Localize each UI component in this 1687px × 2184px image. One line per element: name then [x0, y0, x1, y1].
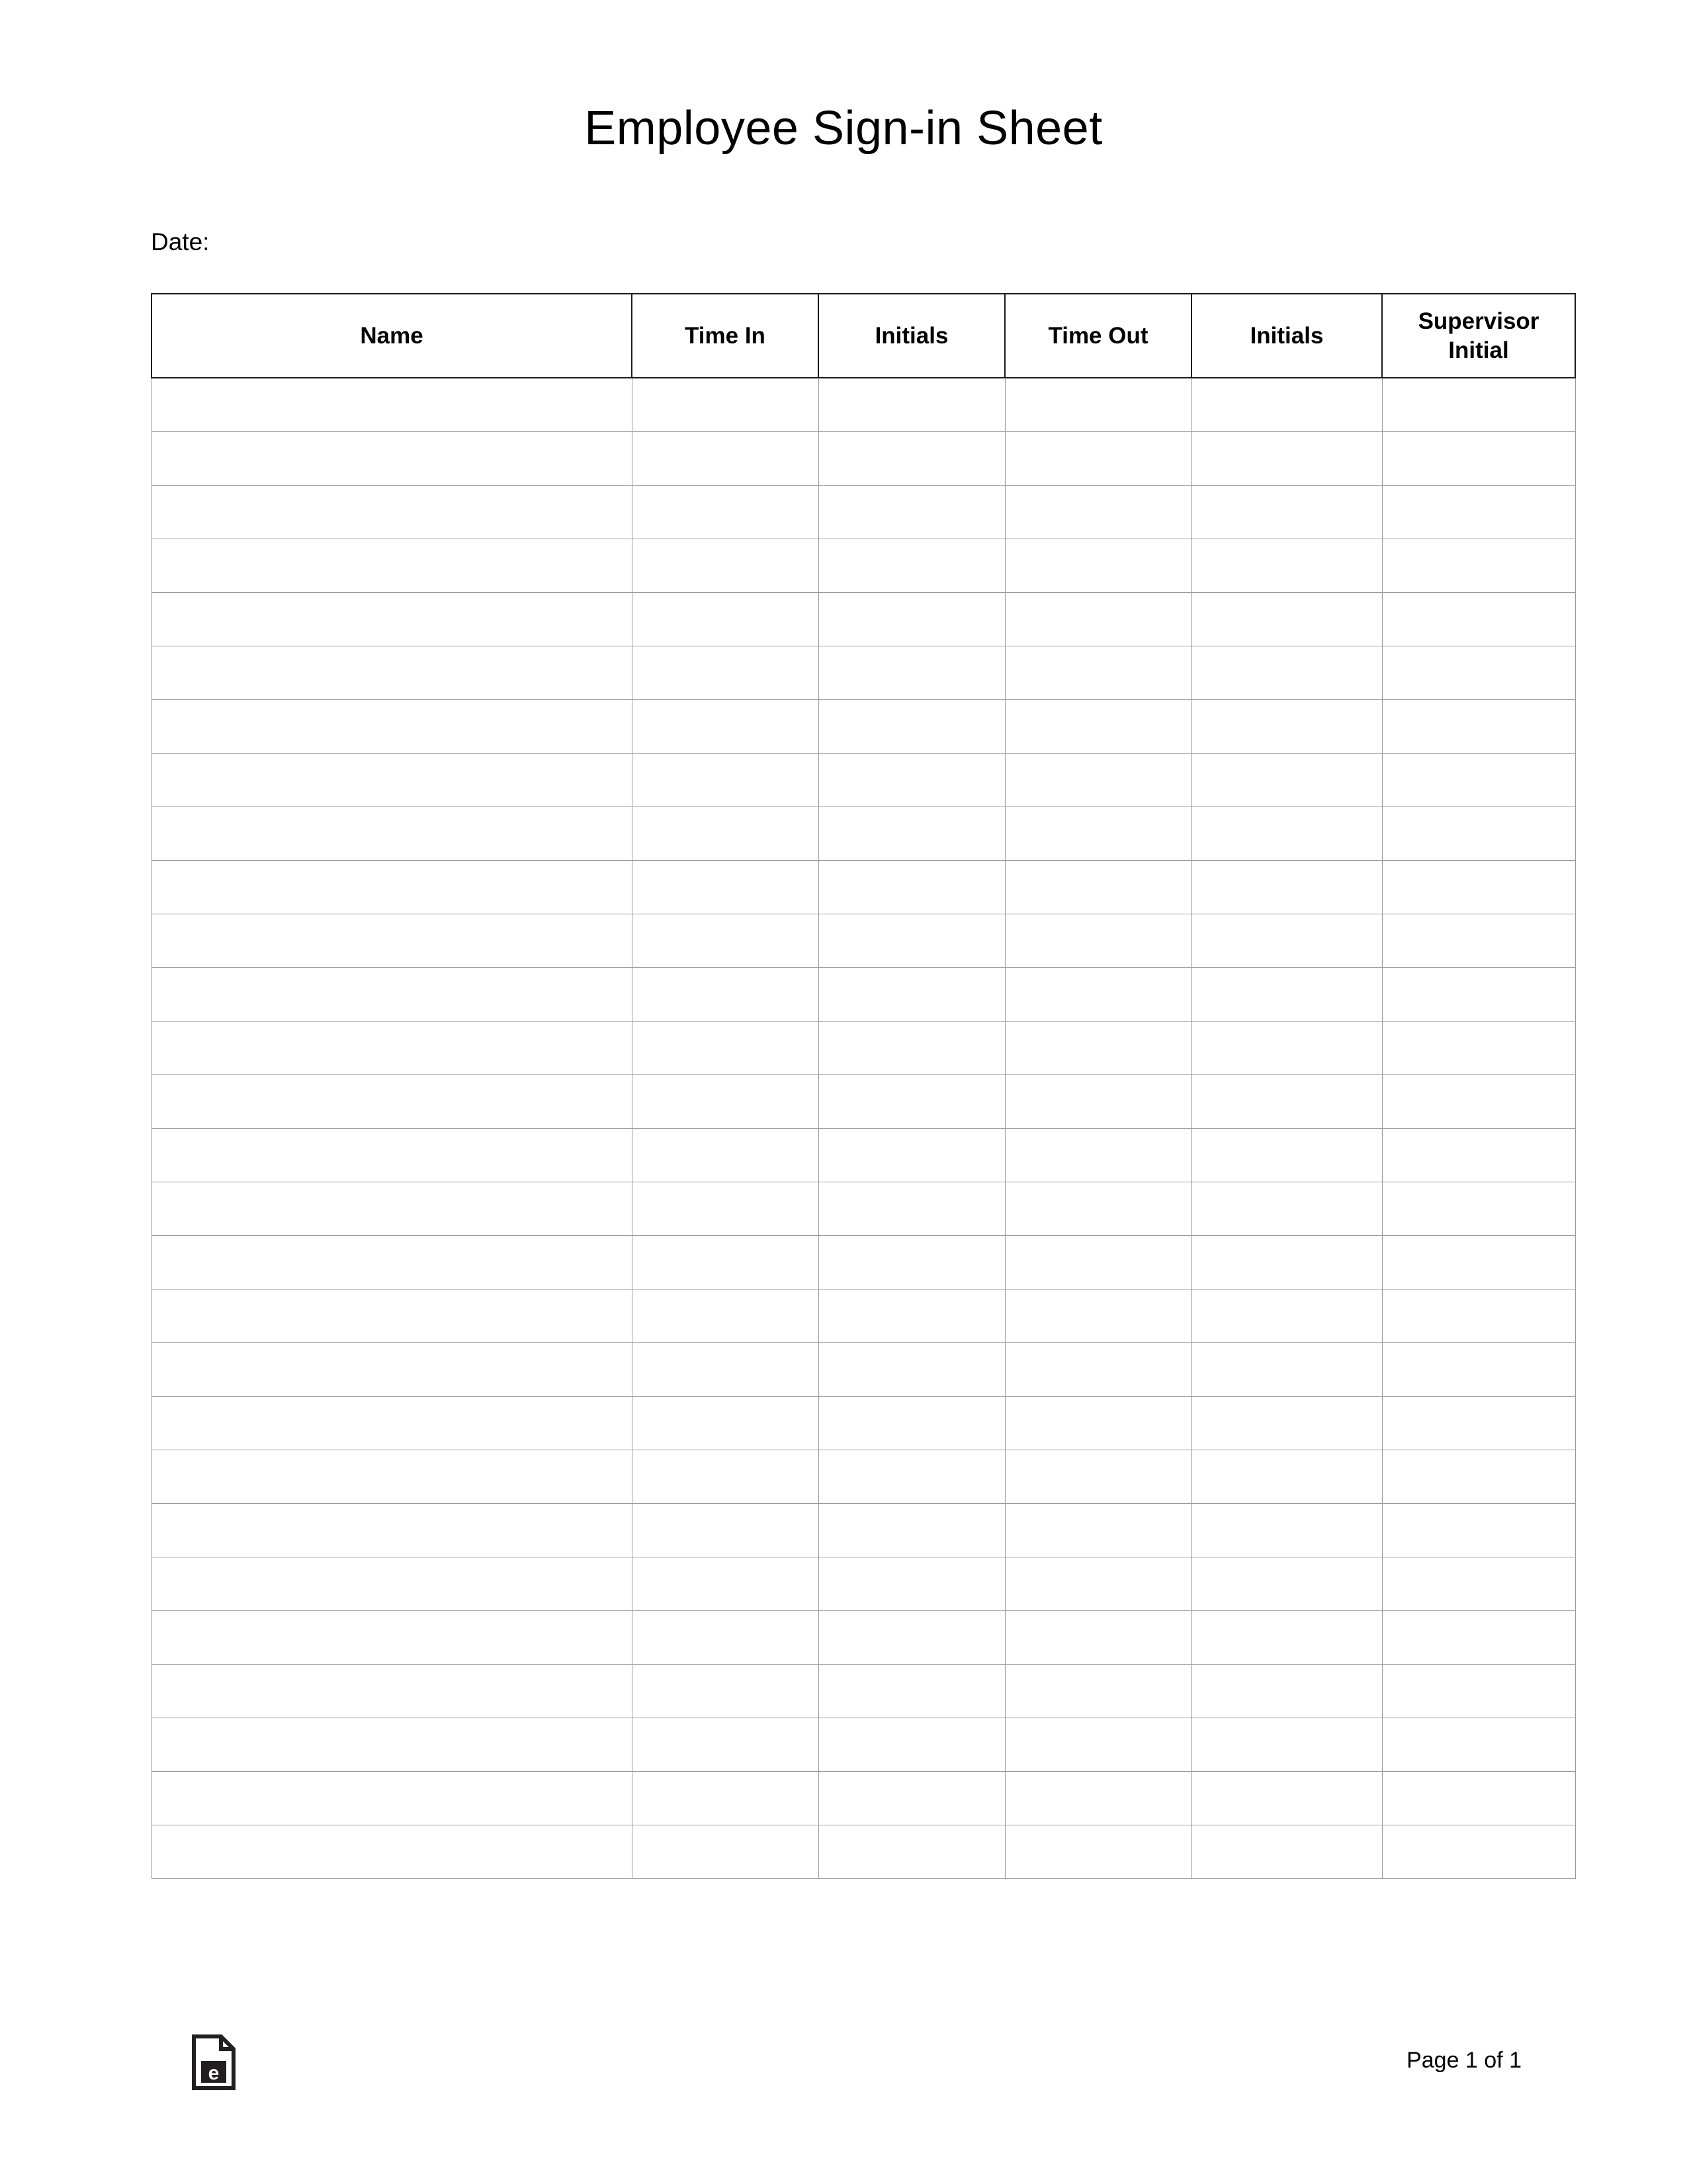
table-cell[interactable]: [151, 1772, 632, 1825]
table-row: [151, 807, 1575, 861]
table-cell[interactable]: [1382, 432, 1575, 486]
table-cell[interactable]: [632, 1718, 818, 1772]
table-cell[interactable]: [1382, 486, 1575, 539]
table-cell[interactable]: [1005, 1450, 1191, 1504]
table-cell[interactable]: [818, 486, 1005, 539]
table-cell[interactable]: [1382, 807, 1575, 861]
table-cell[interactable]: [632, 807, 818, 861]
table-cell[interactable]: [151, 1718, 632, 1772]
table-row: [151, 1825, 1575, 1879]
table-cell[interactable]: [1382, 1557, 1575, 1611]
table-row: [151, 1450, 1575, 1504]
table-cell[interactable]: [1191, 1611, 1382, 1665]
table-cell[interactable]: [1382, 539, 1575, 593]
table-cell[interactable]: [1005, 1665, 1191, 1718]
table-cell[interactable]: [632, 1611, 818, 1665]
table-row: [151, 1289, 1575, 1343]
table-cell[interactable]: [1191, 1129, 1382, 1182]
table-cell[interactable]: [1191, 1772, 1382, 1825]
table-cell[interactable]: [151, 432, 632, 486]
table-cell[interactable]: [818, 1772, 1005, 1825]
table-cell[interactable]: [1382, 1504, 1575, 1557]
table-cell[interactable]: [1382, 1075, 1575, 1129]
table-cell[interactable]: [1382, 1236, 1575, 1289]
table-row: [151, 1022, 1575, 1075]
table-cell[interactable]: [632, 968, 818, 1022]
table-cell[interactable]: [1382, 1772, 1575, 1825]
table-cell[interactable]: [1191, 432, 1382, 486]
table-cell[interactable]: [632, 593, 818, 646]
table-cell[interactable]: [1005, 486, 1191, 539]
table-row: [151, 861, 1575, 914]
table-cell[interactable]: [632, 1772, 818, 1825]
eforms-logo-icon: [192, 2034, 236, 2090]
column-header-initials-out: Initials: [1191, 294, 1382, 378]
table-cell[interactable]: [632, 1129, 818, 1182]
table-cell[interactable]: [818, 700, 1005, 754]
table-cell[interactable]: [1382, 861, 1575, 914]
table-row: [151, 486, 1575, 539]
table-cell[interactable]: [818, 1611, 1005, 1665]
table-cell[interactable]: [1382, 1718, 1575, 1772]
table-cell[interactable]: [151, 1182, 632, 1236]
table-cell[interactable]: [1382, 1182, 1575, 1236]
table-row: [151, 1343, 1575, 1397]
table-cell[interactable]: [818, 914, 1005, 968]
table-cell[interactable]: [818, 1450, 1005, 1504]
table-cell[interactable]: [1005, 593, 1191, 646]
table-cell[interactable]: [632, 700, 818, 754]
table-cell[interactable]: [1005, 861, 1191, 914]
table-cell[interactable]: [632, 754, 818, 807]
table-cell[interactable]: [151, 378, 632, 432]
table-cell[interactable]: [151, 539, 632, 593]
table-cell[interactable]: [1191, 754, 1382, 807]
table-cell[interactable]: [818, 432, 1005, 486]
table-cell[interactable]: [1005, 1236, 1191, 1289]
table-cell[interactable]: [1191, 1718, 1382, 1772]
table-row: [151, 1182, 1575, 1236]
table-cell[interactable]: [632, 1665, 818, 1718]
table-cell[interactable]: [818, 1182, 1005, 1236]
table-cell[interactable]: [1005, 1129, 1191, 1182]
table-cell[interactable]: [818, 1557, 1005, 1611]
table-cell[interactable]: [1382, 378, 1575, 432]
table-cell[interactable]: [1191, 1450, 1382, 1504]
table-cell[interactable]: [1191, 539, 1382, 593]
table-cell[interactable]: [632, 378, 818, 432]
table-cell[interactable]: [1382, 1022, 1575, 1075]
table-cell[interactable]: [151, 1397, 632, 1450]
table-row: [151, 1397, 1575, 1450]
table-cell[interactable]: [151, 1236, 632, 1289]
table-cell[interactable]: [632, 861, 818, 914]
table-cell[interactable]: [1382, 1825, 1575, 1879]
column-header-time-out: Time Out: [1005, 294, 1191, 378]
table-cell[interactable]: [151, 968, 632, 1022]
table-cell[interactable]: [1382, 1611, 1575, 1665]
table-cell[interactable]: [1191, 378, 1382, 432]
table-cell[interactable]: [1382, 754, 1575, 807]
table-cell[interactable]: [1005, 378, 1191, 432]
table-cell[interactable]: [818, 539, 1005, 593]
table-cell[interactable]: [1005, 1772, 1191, 1825]
table-cell[interactable]: [818, 646, 1005, 700]
table-cell[interactable]: [632, 1075, 818, 1129]
table-cell[interactable]: [1191, 968, 1382, 1022]
table-row: [151, 1611, 1575, 1665]
table-cell[interactable]: [151, 1611, 632, 1665]
table-cell[interactable]: [1005, 1718, 1191, 1772]
table-row: [151, 914, 1575, 968]
page-number: Page 1 of 1: [1406, 2048, 1522, 2073]
table-header-row: [151, 294, 1575, 378]
table-cell[interactable]: [1005, 1557, 1191, 1611]
table-cell[interactable]: [1382, 968, 1575, 1022]
table-cell[interactable]: [1382, 593, 1575, 646]
table-cell[interactable]: [1191, 861, 1382, 914]
table-cell[interactable]: [1191, 1665, 1382, 1718]
table-cell[interactable]: [632, 1289, 818, 1343]
table-cell[interactable]: [1382, 1129, 1575, 1182]
table-cell[interactable]: [818, 1397, 1005, 1450]
table-cell[interactable]: [818, 1289, 1005, 1343]
table-cell[interactable]: [818, 378, 1005, 432]
table-cell[interactable]: [1382, 1343, 1575, 1397]
table-cell[interactable]: [1191, 807, 1382, 861]
table-cell[interactable]: [1382, 1397, 1575, 1450]
table-cell[interactable]: [632, 1343, 818, 1397]
sign-in-table: [151, 293, 1576, 1879]
table-cell[interactable]: [151, 1665, 632, 1718]
table-cell[interactable]: [1191, 593, 1382, 646]
table-row: [151, 593, 1575, 646]
table-cell[interactable]: [1005, 1075, 1191, 1129]
table-cell[interactable]: [151, 1825, 632, 1879]
table-cell[interactable]: [1382, 646, 1575, 700]
table-row: [151, 1665, 1575, 1718]
table-cell[interactable]: [632, 1022, 818, 1075]
table-cell[interactable]: [1005, 700, 1191, 754]
table-cell[interactable]: [1005, 1504, 1191, 1557]
table-cell[interactable]: [1382, 914, 1575, 968]
table-cell[interactable]: [818, 754, 1005, 807]
column-header-time-in: Time In: [632, 294, 818, 378]
table-cell[interactable]: [1005, 1022, 1191, 1075]
table-cell[interactable]: [151, 700, 632, 754]
table-cell[interactable]: [818, 1718, 1005, 1772]
table-cell[interactable]: [632, 486, 818, 539]
table-cell[interactable]: [151, 1289, 632, 1343]
table-cell[interactable]: [818, 1343, 1005, 1397]
table-cell[interactable]: [1005, 432, 1191, 486]
table-cell[interactable]: [632, 1182, 818, 1236]
table-cell[interactable]: [151, 593, 632, 646]
table-cell[interactable]: [1382, 700, 1575, 754]
table-row: [151, 539, 1575, 593]
table-cell[interactable]: [1382, 1450, 1575, 1504]
table-cell[interactable]: [818, 1075, 1005, 1129]
column-header-initials-in: Initials: [818, 294, 1005, 378]
table-cell[interactable]: [818, 968, 1005, 1022]
table-cell[interactable]: [1191, 1022, 1382, 1075]
table-row: [151, 1557, 1575, 1611]
table-cell[interactable]: [1191, 1289, 1382, 1343]
column-header-name: Name: [151, 294, 632, 378]
table-cell[interactable]: [632, 1450, 818, 1504]
table-cell[interactable]: [1191, 486, 1382, 539]
table-cell[interactable]: [1005, 754, 1191, 807]
table-row: [151, 378, 1575, 432]
svg-text:e: e: [208, 2062, 220, 2084]
table-cell[interactable]: [151, 1129, 632, 1182]
table-cell[interactable]: [151, 754, 632, 807]
table-cell[interactable]: [1382, 1665, 1575, 1718]
table-cell[interactable]: [151, 1022, 632, 1075]
page-title: Employee Sign-in Sheet: [584, 102, 1103, 155]
table-cell[interactable]: [1191, 1343, 1382, 1397]
table-cell[interactable]: [1005, 1289, 1191, 1343]
table-row: [151, 754, 1575, 807]
table-cell[interactable]: [1005, 1397, 1191, 1450]
table-cell[interactable]: [1005, 968, 1191, 1022]
table-row: [151, 1129, 1575, 1182]
table-cell[interactable]: [151, 1504, 632, 1557]
table-cell[interactable]: [818, 1129, 1005, 1182]
table-cell[interactable]: [818, 807, 1005, 861]
table-cell[interactable]: [818, 1504, 1005, 1557]
table-cell[interactable]: [1191, 1397, 1382, 1450]
table-cell[interactable]: [632, 1397, 818, 1450]
table-cell[interactable]: [151, 1075, 632, 1129]
table-cell[interactable]: [1382, 1289, 1575, 1343]
table-cell[interactable]: [1191, 1557, 1382, 1611]
table-cell[interactable]: [151, 1557, 632, 1611]
table-row: [151, 1504, 1575, 1557]
table-cell[interactable]: [1005, 539, 1191, 593]
table-cell[interactable]: [1005, 1343, 1191, 1397]
table-cell[interactable]: [632, 1504, 818, 1557]
table-row: [151, 1718, 1575, 1772]
table-cell[interactable]: [632, 914, 818, 968]
table-body: [151, 378, 1575, 1879]
table-row: [151, 968, 1575, 1022]
table-cell[interactable]: [151, 646, 632, 700]
column-header-supervisor-initial: Supervisor Initial: [1382, 294, 1575, 378]
table-cell[interactable]: [1191, 1504, 1382, 1557]
table-row: [151, 432, 1575, 486]
table-cell[interactable]: [632, 539, 818, 593]
table-cell[interactable]: [1005, 1825, 1191, 1879]
table-cell[interactable]: [151, 1450, 632, 1504]
table-cell[interactable]: [1005, 1611, 1191, 1665]
table-cell[interactable]: [632, 646, 818, 700]
table-cell[interactable]: [151, 486, 632, 539]
table-cell[interactable]: [1005, 807, 1191, 861]
table-cell[interactable]: [632, 1236, 818, 1289]
table-row: [151, 1075, 1575, 1129]
table-cell[interactable]: [818, 1236, 1005, 1289]
table-row: [151, 1236, 1575, 1289]
table-cell[interactable]: [1191, 914, 1382, 968]
table-cell[interactable]: [1005, 646, 1191, 700]
table-row: [151, 646, 1575, 700]
table-cell[interactable]: [632, 1825, 818, 1879]
table-cell[interactable]: [1005, 1182, 1191, 1236]
table-cell[interactable]: [1191, 1825, 1382, 1879]
table-cell[interactable]: [1191, 1236, 1382, 1289]
date-field-label: Date:: [151, 228, 210, 255]
table-cell[interactable]: [1191, 1182, 1382, 1236]
table-cell[interactable]: [1191, 646, 1382, 700]
table-cell[interactable]: [818, 861, 1005, 914]
table-row: [151, 700, 1575, 754]
table-cell[interactable]: [151, 914, 632, 968]
table-row: [151, 1772, 1575, 1825]
table-cell[interactable]: [818, 593, 1005, 646]
table-cell[interactable]: [151, 861, 632, 914]
table-cell[interactable]: [1191, 1075, 1382, 1129]
table-cell[interactable]: [818, 1825, 1005, 1879]
table-cell[interactable]: [632, 1557, 818, 1611]
table-cell[interactable]: [632, 432, 818, 486]
table-cell[interactable]: [151, 807, 632, 861]
table-cell[interactable]: [1191, 700, 1382, 754]
table-cell[interactable]: [151, 1343, 632, 1397]
table-cell[interactable]: [818, 1665, 1005, 1718]
table-cell[interactable]: [1005, 914, 1191, 968]
table-cell[interactable]: [818, 1022, 1005, 1075]
